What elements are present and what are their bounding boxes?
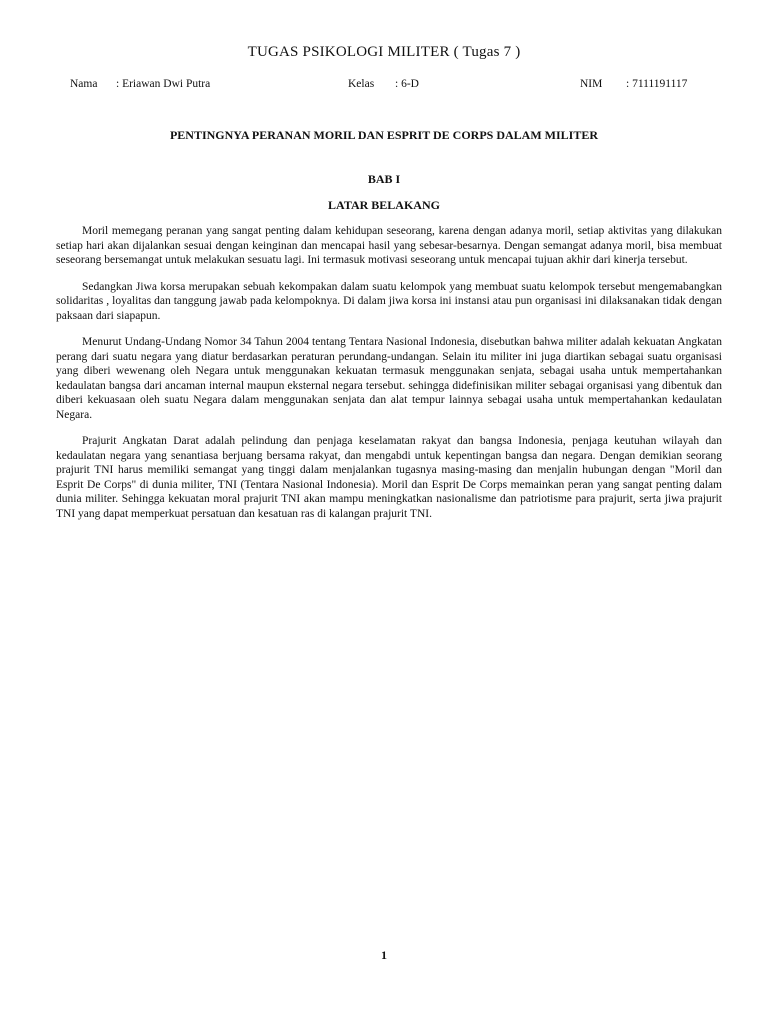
kelas-label: Kelas bbox=[348, 78, 375, 90]
paragraph: Sedangkan Jiwa korsa merupakan sebuah kekompakan dalam suatu kelompok yang membuat suatu kelompok tersebut mengemabangkan solidaritas , loyalitas dan tanggung jawab pada kelompoknya. Di dalam jiwa korsa ini instansi atau pun organisasi ini dilaksanakan tidak dengan paksaan dari siapapun. bbox=[56, 280, 722, 322]
chapter-heading: BAB I bbox=[367, 172, 401, 186]
nim-field bbox=[580, 78, 688, 90]
paragraph: Menurut Undang-Undang Nomor 34 Tahun 2004 tentang Tentara Nasional Indonesia, disebutkan bahwa militer adalah kekuatan Angkatan perang dari suatu negara yang diatur berdasarkan peraturan perundang-undangan. Selain itu militer ini juga diartikan sebagai suatu organisasi yang diberi wewenang oleh Negara untuk menggunakan kekuatan termasuk menggunakan senjata, sebagai usaha untuk mempertahankan kedaulatan bangsa dari ancaman internal maupun eksternal negara tersebut. sehingga didefinisikan militer sebagai organisasi yang dibentuk dan diberi kekuasaan oleh suatu Negara dalam menggunakan senjata dan alat tempur lainnya sebagai usaha untuk mempertahankan kedaulatan Negara. bbox=[56, 336, 722, 421]
paragraph: Prajurit Angkatan Darat adalah pelindung dan penjaga keselamatan rakyat dan bangsa Indonesia, penjaga keutuhan wilayah dan kedaulatan negara yang senantiasa berjuang bersama rakyat, dan mengabdi untuk kepentingan bangsa dan negara. Dengan demikian seorang prajurit TNI harus memiliki semangat yang tinggi dalam menjalankan tugasnya masing-masing dan menjalin hubungan dengan "Moril dan Esprit De Corps" di dunia militer, TNI (Tentara Nasional Indonesia). Moril dan Esprit De Corps memainkan peran yang sangat penting dalam dunia militer. Sehingga kekuatan moral prajurit TNI akan mampu meningkatkan nasionalisme dan patriotisme para prajurit, serta jiwa prajurit TNI yang dapat memperkuat persatuan dan kesatuan ras di kalangan prajurit TNI. bbox=[56, 435, 722, 520]
nim-value: : 7111191117 bbox=[626, 78, 688, 90]
paragraph: Moril memegang peranan yang sangat penting dalam kehidupan seseorang, karena dengan adanya moril, setiap aktivitas yang dilakukan setiap hari akan dijalankan sesuai dengan keinginan dan mencapai hasil yang sebesar-besarnya. Dengan semangat adanya moril, bisa membuat seseorang bersemangat untuk melakukan sesuatu lagi. Ini termasuk motivasi seseorang untuk mencapai tujuan akhir dari kinerja tersebut. bbox=[56, 225, 722, 266]
nama-field bbox=[70, 78, 211, 90]
nama-label: Nama bbox=[70, 78, 98, 90]
student-info-row bbox=[0, 78, 768, 94]
nim-label: NIM bbox=[580, 78, 603, 90]
body-text bbox=[56, 224, 722, 533]
page-number: 1 bbox=[381, 948, 387, 962]
kelas-field bbox=[348, 78, 419, 90]
main-heading: PENTINGNYA PERANAN MORIL DAN ESPRIT DE CORPS DALAM MILITER bbox=[169, 128, 599, 142]
section-heading: LATAR BELAKANG bbox=[328, 198, 440, 212]
document-title: TUGAS PSIKOLOGI MILITER ( Tugas 7 ) bbox=[247, 44, 521, 60]
kelas-value: : 6-D bbox=[395, 78, 419, 90]
nama-value: : Eriawan Dwi Putra bbox=[116, 78, 211, 90]
